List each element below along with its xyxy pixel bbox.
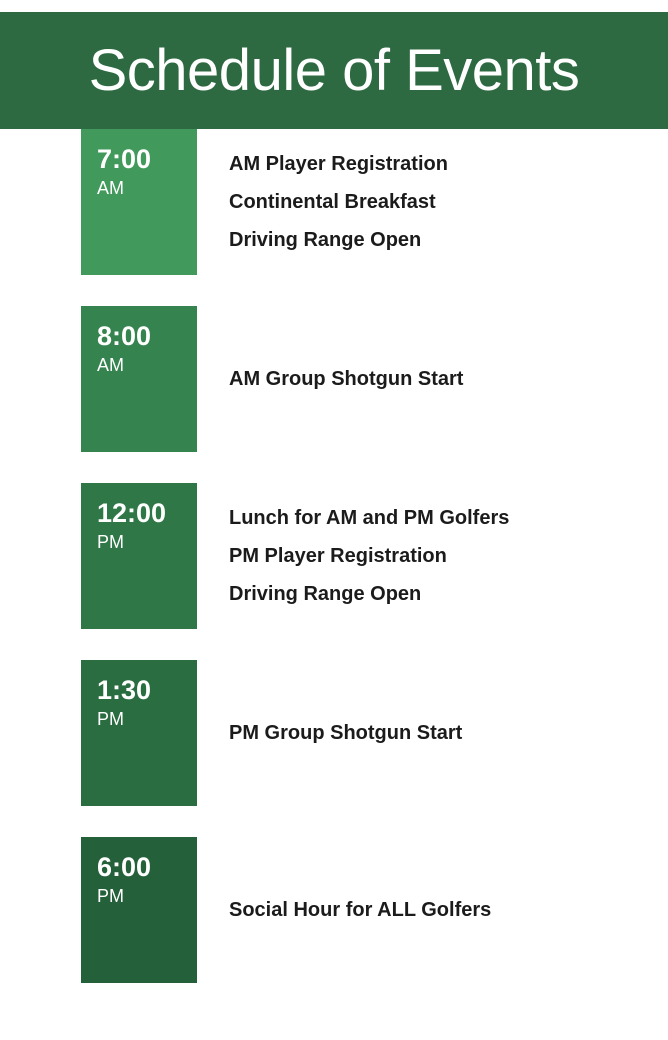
event-item: Social Hour for ALL Golfers (229, 899, 492, 921)
event-time: 6:00 (97, 852, 152, 882)
event-items (197, 483, 668, 629)
page-title: Schedule of Events (88, 37, 580, 103)
event-item: PM Player Registration (229, 545, 447, 567)
event-time: 1:30 (97, 675, 152, 705)
event-time-chip (81, 660, 197, 806)
event-item: AM Group Shotgun Start (229, 368, 464, 390)
event-item: PM Group Shotgun Start (229, 722, 463, 744)
event-time-chip (81, 483, 197, 629)
event-item: Driving Range Open (229, 229, 422, 251)
event-items (197, 660, 668, 806)
event-items (197, 837, 668, 983)
event-time: 7:00 (97, 144, 152, 174)
header-band (0, 12, 668, 129)
event-time-chip (81, 129, 197, 275)
schedule-event-row (0, 129, 668, 275)
event-item: Continental Breakfast (229, 191, 436, 213)
event-time-period: PM (97, 885, 124, 906)
event-time-period: PM (97, 708, 124, 729)
event-item: AM Player Registration (229, 153, 448, 175)
event-time-period: AM (97, 177, 124, 198)
event-time-period: AM (97, 354, 124, 375)
event-time-chip (81, 837, 197, 983)
schedule-list (0, 129, 668, 983)
event-item: Lunch for AM and PM Golfers (229, 507, 510, 529)
event-time: 8:00 (97, 321, 152, 351)
event-time: 12:00 (97, 498, 167, 528)
schedule-event-row (0, 306, 668, 452)
event-time-chip (81, 306, 197, 452)
schedule-event-row (0, 660, 668, 806)
schedule-event-row (0, 837, 668, 983)
schedule-event-row (0, 483, 668, 629)
event-items (197, 306, 668, 452)
event-items (197, 129, 668, 275)
event-item: Driving Range Open (229, 583, 422, 605)
event-time-period: PM (97, 531, 124, 552)
